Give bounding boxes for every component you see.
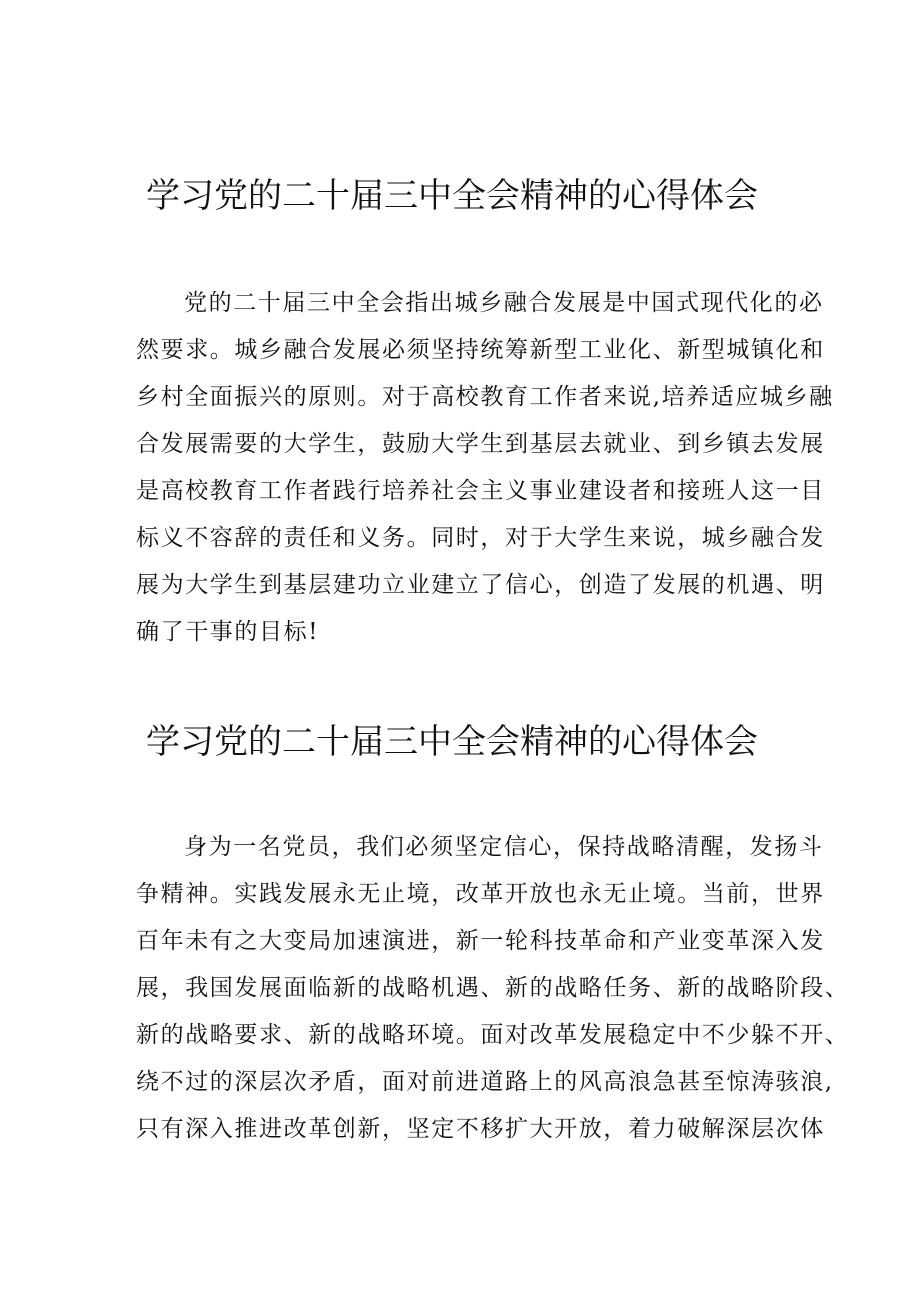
- body-line: 党的二十届三中全会指出城乡融合发展是中国式现代化的必: [184, 290, 824, 316]
- body-line: 身为一名党员，我们必须坚定信心，保持战略清醒，发扬斗: [184, 834, 824, 860]
- article-section-2: [0, 718, 920, 1153]
- body-line: 新的战略要求、新的战略环境。面对改革发展稳定中不少躲不开、: [136, 1022, 850, 1048]
- body-line: 然要求。城乡融合发展必须坚持统筹新型工业化、新型城镇化和: [136, 337, 825, 363]
- body-line: 只有深入推进改革创新，坚定不移扩大开放，着力破解深层次体: [136, 1116, 825, 1142]
- article-body: [136, 824, 850, 1153]
- body-line: 标义不容辞的责任和义务。同时，对于大学生来说，城乡融合发: [136, 525, 825, 551]
- body-line: 展，我国发展面临新的战略机遇、新的战略任务、新的战略阶段、: [136, 975, 850, 1001]
- body-line: 确了干事的目标!: [136, 619, 320, 645]
- body-line: 乡村全面振兴的原则。对于高校教育工作者来说,培养适应城乡融: [136, 384, 834, 410]
- article-title: 学习党的二十届三中全会精神的心得体会: [146, 722, 758, 762]
- article-body: [136, 280, 834, 656]
- body-line: 展为大学生到基层建功立业建立了信心，创造了发展的机遇、明: [136, 572, 825, 598]
- body-line: 绕不过的深层次矛盾，面对前进道路上的风高浪急甚至惊涛骇浪,: [136, 1069, 834, 1095]
- body-line: 百年未有之大变局加速演进，新一轮科技革命和产业变革深入发: [136, 928, 825, 954]
- article-title: 学习党的二十届三中全会精神的心得体会: [146, 176, 758, 216]
- article-section-1: [0, 172, 920, 656]
- body-line: 争精神。实践发展永无止境，改革开放也永无止境。当前，世界: [136, 881, 825, 907]
- body-line: 是高校教育工作者践行培养社会主义事业建设者和接班人这一目: [136, 478, 825, 504]
- body-line: 合发展需要的大学生，鼓励大学生到基层去就业、到乡镇去发展: [136, 431, 825, 457]
